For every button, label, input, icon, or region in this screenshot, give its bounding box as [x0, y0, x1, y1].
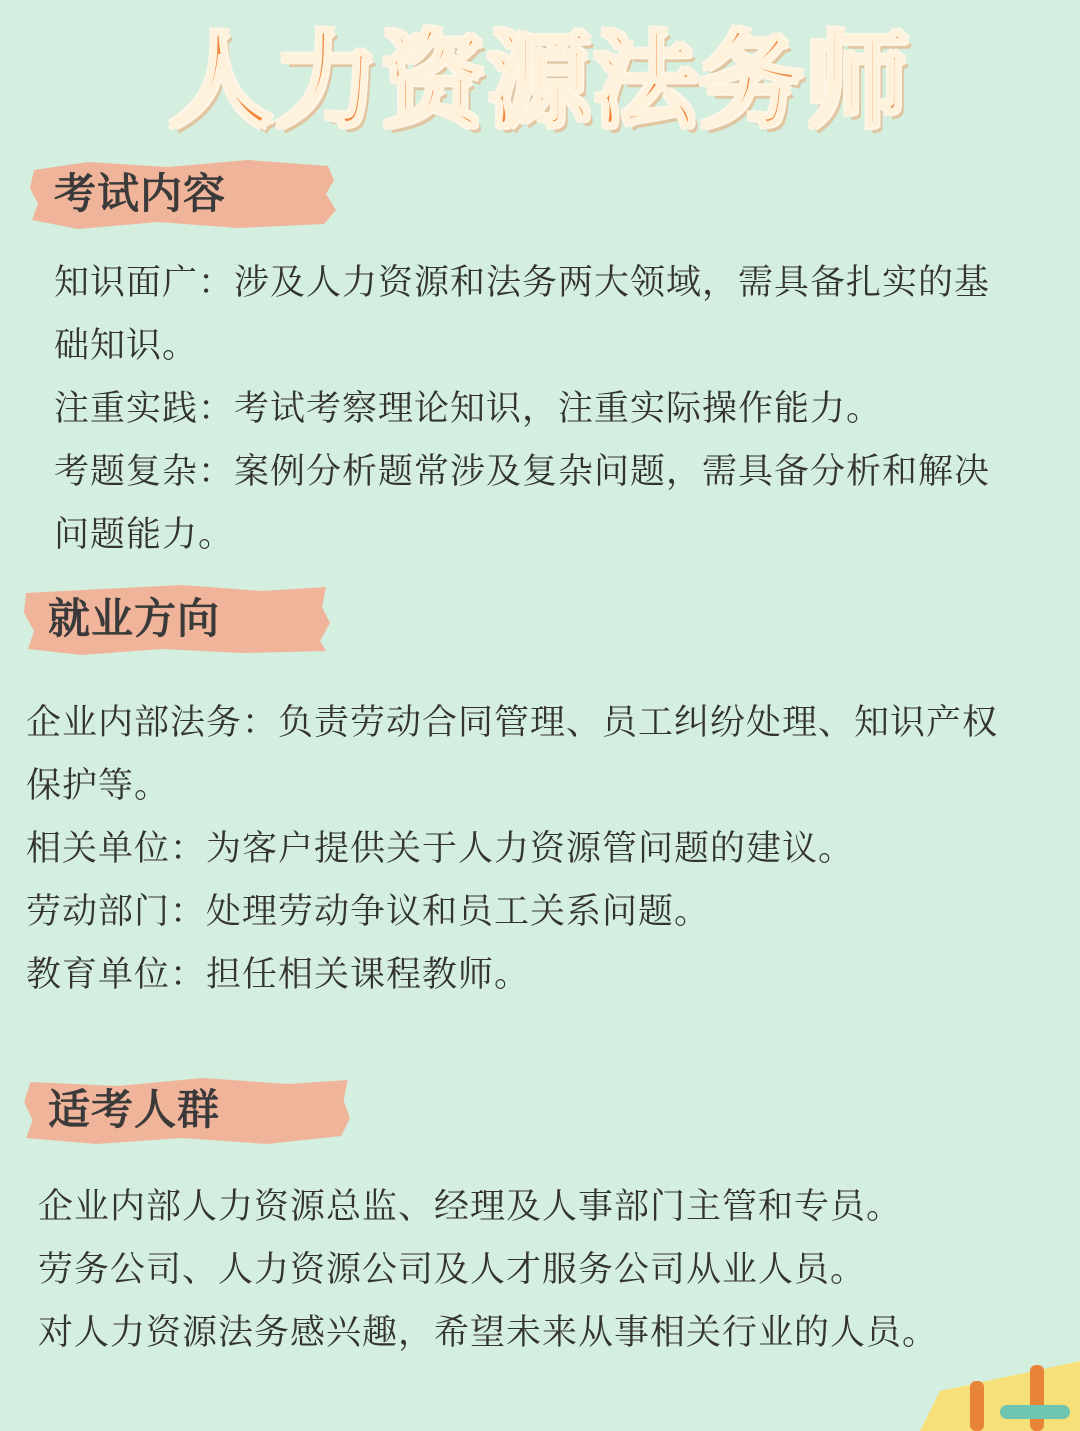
section-heading-label: 考试内容	[54, 169, 227, 218]
paragraph: 企业内部人力资源总监、经理及人事部门主管和专员。	[38, 1187, 903, 1227]
section-body-exam-content	[54, 252, 1024, 567]
section-heading-target-audience	[22, 1074, 352, 1146]
paragraph: 对人力资源法务感兴趣，希望未来从事相关行业的人员。	[38, 1313, 939, 1353]
paragraph: 劳务公司、人力资源公司及人才服务公司从业人员。	[38, 1250, 867, 1290]
paragraph: 考题复杂：案例分析题常涉及复杂问题，需具备分析和解决问题能力。	[54, 452, 991, 555]
section-heading-label: 适考人群	[48, 1085, 221, 1134]
paragraph: 相关单位：为客户提供关于人力资源管问题的建议。	[26, 829, 855, 869]
paragraph: 知识面广：涉及人力资源和法务两大领域，需具备扎实的基础知识。	[54, 263, 991, 366]
abacus-decoration-icon	[900, 1351, 1080, 1431]
paragraph: 企业内部法务：负责劳动合同管理、员工纠纷处理、知识产权保护等。	[26, 703, 999, 806]
section-heading-label: 就业方向	[48, 594, 221, 643]
paragraph: 注重实践：考试考察理论知识，注重实际操作能力。	[54, 389, 883, 429]
section-heading-exam-content	[28, 158, 338, 230]
section-heading-career	[22, 583, 332, 655]
paragraph: 劳动部门：处理劳动争议和员工关系问题。	[26, 892, 711, 932]
section-body-target-audience	[38, 1176, 1038, 1365]
page-title: 人力资源法务师	[168, 20, 911, 142]
paragraph: 教育单位：担任相关课程教师。	[26, 955, 531, 995]
section-body-career	[26, 692, 1026, 1007]
